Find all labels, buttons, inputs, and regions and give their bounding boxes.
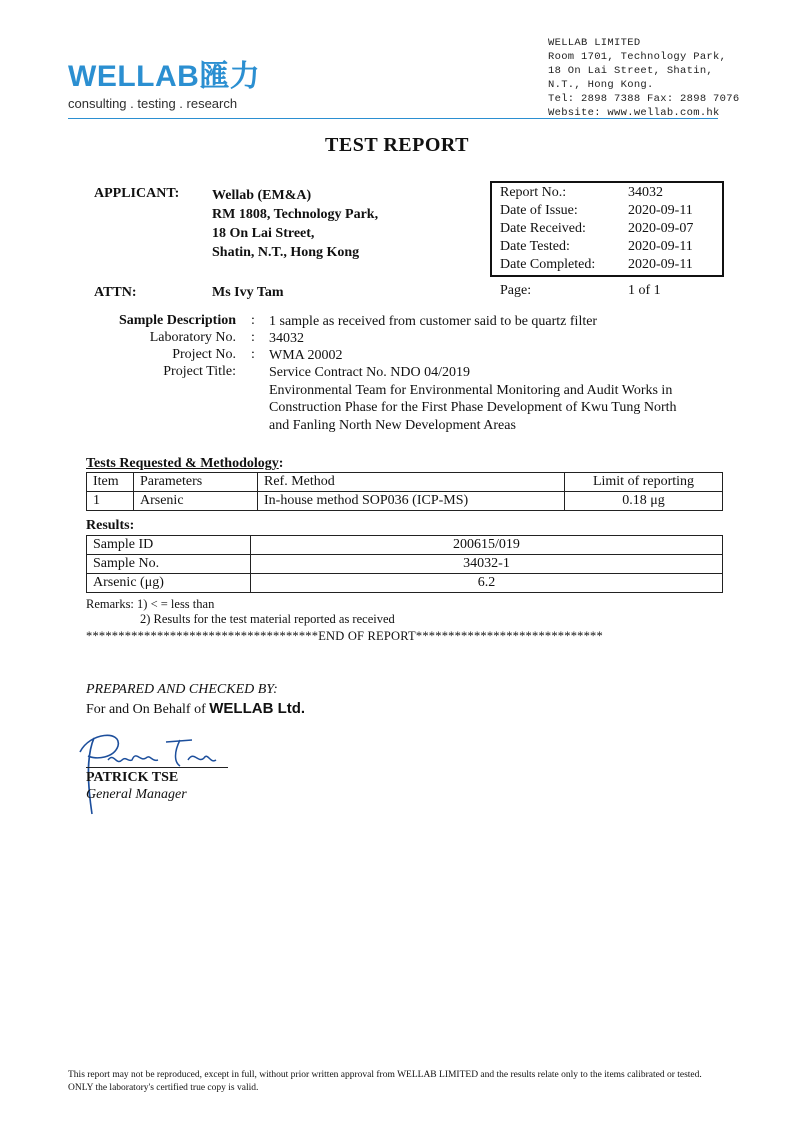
applicant-line: Shatin, N.T., Hong Kong bbox=[212, 245, 360, 260]
table-row bbox=[87, 492, 723, 511]
table-cell: Arsenic bbox=[134, 492, 258, 511]
report-no-label: Report No.: bbox=[500, 185, 567, 200]
company-website: Website: www.wellab.com.hk bbox=[548, 107, 720, 119]
logo-text: WELLAB bbox=[68, 60, 200, 93]
on-behalf-line bbox=[86, 700, 305, 718]
remark-line: Remarks: 1) < = less than bbox=[86, 597, 215, 611]
applicant-line: RM 1808, Technology Park, bbox=[212, 207, 379, 222]
prepared-by-label: PREPARED AND CHECKED BY: bbox=[86, 682, 278, 697]
signer-name: PATRICK TSE bbox=[86, 770, 179, 785]
date-completed-value: 2020-09-11 bbox=[628, 257, 693, 272]
end-of-report: ************************************END OF REPORT***************************** bbox=[86, 629, 603, 643]
project-title-line: Service Contract No. NDO 04/2019 bbox=[269, 365, 471, 380]
result-value: 200615/019 bbox=[251, 536, 723, 555]
tests-title-text: Tests Requested & Methodology bbox=[86, 456, 279, 471]
attn-value: Ms Ivy Tam bbox=[212, 285, 284, 300]
company-phone-fax: Tel: 2898 7388 Fax: 2898 7076 bbox=[548, 93, 740, 105]
sample-description-value: 1 sample as received from customer said to be quartz filter bbox=[269, 314, 598, 329]
table-header: Item bbox=[87, 473, 134, 492]
page-title: TEST REPORT bbox=[325, 134, 469, 156]
results-title-text: Results bbox=[86, 518, 130, 533]
table-header-row bbox=[87, 473, 723, 492]
on-behalf-prefix: For and On Behalf of bbox=[86, 702, 210, 717]
signature-line bbox=[86, 767, 228, 768]
applicant-line: 18 On Lai Street, bbox=[212, 226, 315, 241]
result-label: Sample No. bbox=[87, 555, 251, 574]
project-no-label: Project No. bbox=[172, 347, 236, 362]
lab-no-label: Laboratory No. bbox=[149, 330, 236, 345]
applicant-line: Wellab (EM&A) bbox=[212, 188, 312, 203]
page-value: 1 of 1 bbox=[628, 283, 661, 298]
table-header: Ref. Method bbox=[258, 473, 565, 492]
project-title-line: and Fanling North New Development Areas bbox=[269, 417, 516, 433]
logo-tagline: consulting . testing . research bbox=[68, 96, 238, 111]
project-title-line: Environmental Team for Environmental Monitoring and Audit Works in bbox=[269, 382, 673, 398]
result-value: 6.2 bbox=[251, 574, 723, 593]
project-title-label: Project Title: bbox=[163, 364, 236, 379]
table-cell: 0.18 μg bbox=[565, 492, 723, 511]
table-cell: 1 bbox=[87, 492, 134, 511]
remarks bbox=[86, 597, 395, 627]
header-divider bbox=[68, 118, 718, 119]
result-label: Sample ID bbox=[87, 536, 251, 555]
table-row bbox=[87, 574, 723, 593]
table-row bbox=[87, 536, 723, 555]
result-value: 34032-1 bbox=[251, 555, 723, 574]
results-table bbox=[86, 535, 723, 593]
date-received-value: 2020-09-07 bbox=[628, 221, 694, 236]
remark-line: 2) Results for the test material reported as received bbox=[140, 612, 395, 626]
date-tested-label: Date Tested: bbox=[500, 239, 570, 254]
company-logo bbox=[68, 59, 261, 94]
company-address-line: N.T., Hong Kong. bbox=[548, 79, 654, 91]
table-header: Limit of reporting bbox=[565, 473, 723, 492]
table-cell: In-house method SOP036 (ICP-MS) bbox=[258, 492, 565, 511]
date-received-label: Date Received: bbox=[500, 221, 586, 236]
project-title-value bbox=[269, 364, 719, 434]
applicant-address bbox=[212, 186, 378, 262]
date-tested-value: 2020-09-11 bbox=[628, 239, 693, 254]
project-no-value: WMA 20002 bbox=[269, 348, 343, 363]
logo-chinese-text: 匯力 bbox=[199, 59, 261, 94]
table-header: Parameters bbox=[134, 473, 258, 492]
colon: : bbox=[251, 313, 255, 328]
on-behalf-company: WELLAB Ltd. bbox=[209, 700, 306, 717]
date-completed-label: Date Completed: bbox=[500, 257, 596, 272]
report-info-box bbox=[490, 181, 724, 277]
report-no-value: 34032 bbox=[628, 185, 663, 200]
result-label: Arsenic (μg) bbox=[87, 574, 251, 593]
tests-table bbox=[86, 472, 723, 511]
applicant-label: APPLICANT: bbox=[94, 186, 180, 201]
results-section-title: Results: bbox=[86, 518, 135, 533]
project-title-line: Construction Phase for the First Phase Development of Kwu Tung North bbox=[269, 400, 677, 415]
date-of-issue-value: 2020-09-11 bbox=[628, 203, 693, 218]
company-address-line: Room 1701, Technology Park, bbox=[548, 51, 727, 63]
footer-disclaimer: This report may not be reproduced, except in full, without prior written approval from WELLAB LIMITED and the results relate only to the items calibrated or tested. ONLY the laboratory's certified true copy is valid. bbox=[68, 1070, 702, 1093]
signer-title: General Manager bbox=[86, 787, 187, 802]
attn-label: ATTN: bbox=[94, 285, 137, 300]
company-name: WELLAB LIMITED bbox=[548, 37, 641, 49]
table-row bbox=[87, 555, 723, 574]
company-address-line: 18 On Lai Street, Shatin, bbox=[548, 65, 714, 77]
page-label: Page: bbox=[500, 283, 532, 298]
colon: : bbox=[251, 330, 255, 345]
lab-no-value: 34032 bbox=[269, 331, 304, 346]
company-address-block bbox=[548, 36, 739, 120]
colon: : bbox=[251, 347, 255, 362]
date-of-issue-label: Date of Issue: bbox=[500, 203, 578, 218]
tests-section-title: Tests Requested & Methodology: bbox=[86, 456, 284, 471]
sample-description-label: Sample Description bbox=[118, 313, 236, 328]
